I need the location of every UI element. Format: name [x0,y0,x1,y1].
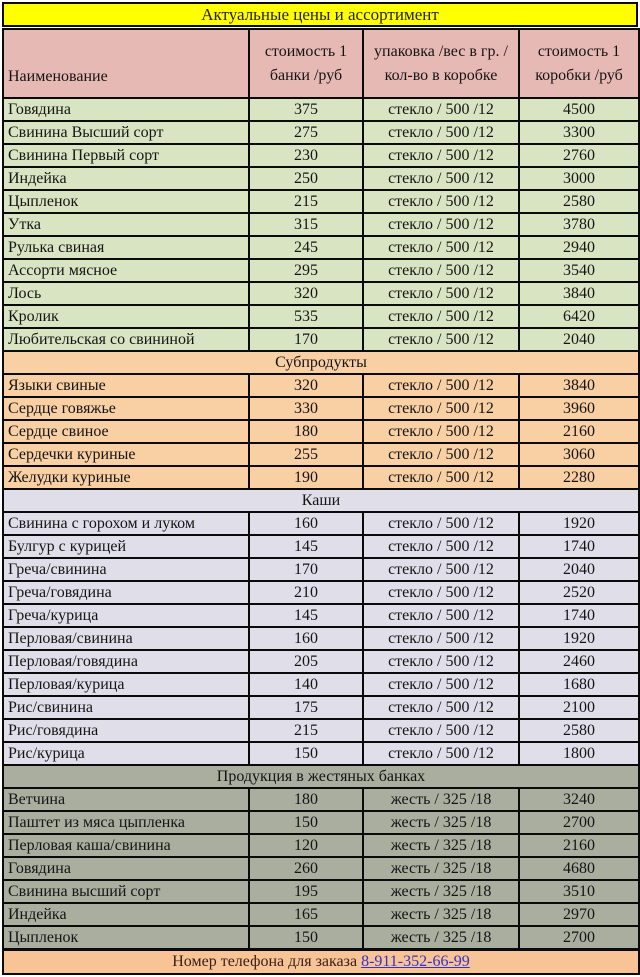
price-table [2,28,640,975]
jar-price-cell: 275 [249,121,363,144]
product-name-cell: Перловая/свинина [3,627,249,650]
phone-link[interactable]: 8-911-352-66-99 [361,953,470,970]
product-row [3,121,639,144]
jar-price-cell: 320 [249,282,363,305]
product-row [3,98,639,121]
product-name-cell: Перловая/курица [3,673,249,696]
product-name-cell: Любительская со свининой [3,328,249,351]
box-price-cell: 1740 [519,604,639,627]
box-price-cell: 2040 [519,558,639,581]
section-header-row [3,765,639,788]
box-price-cell: 2700 [519,811,639,834]
jar-price-cell: 260 [249,857,363,880]
packaging-cell: стекло / 500 /12 [363,512,519,535]
product-row [3,673,639,696]
jar-price-cell: 535 [249,305,363,328]
product-name-cell: Индейка [3,903,249,926]
box-price-cell: 3840 [519,282,639,305]
box-price-cell: 1800 [519,742,639,765]
product-row [3,604,639,627]
table-footer [3,950,639,975]
product-row [3,282,639,305]
product-row [3,696,639,719]
box-price-cell: 2520 [519,581,639,604]
column-header-jar-price: стоимость 1 банки /руб [249,29,363,98]
product-row [3,834,639,857]
column-header-packaging: упаковка /вес в гр. / кол-во в коробке [363,29,519,98]
product-row [3,144,639,167]
packaging-cell: жесть / 325 /18 [363,857,519,880]
product-row [3,328,639,351]
packaging-cell: стекло / 500 /12 [363,259,519,282]
product-name-cell: Свинина Первый сорт [3,144,249,167]
jar-price-cell: 195 [249,880,363,903]
jar-price-cell: 120 [249,834,363,857]
product-name-cell: Греча/свинина [3,558,249,581]
product-name-cell: Говядина [3,857,249,880]
product-name-cell: Ветчина [3,788,249,811]
box-price-cell: 1920 [519,627,639,650]
product-row [3,443,639,466]
packaging-cell: стекло / 500 /12 [363,627,519,650]
jar-price-cell: 140 [249,673,363,696]
product-row [3,788,639,811]
product-row [3,397,639,420]
box-price-cell: 2760 [519,144,639,167]
packaging-cell: стекло / 500 /12 [363,374,519,397]
product-row [3,535,639,558]
product-name-cell: Цыпленок [3,926,249,950]
product-name-cell: Свинина Высший сорт [3,121,249,144]
box-price-cell: 2160 [519,420,639,443]
box-price-cell: 3510 [519,880,639,903]
packaging-cell: стекло / 500 /12 [363,466,519,489]
packaging-cell: стекло / 500 /12 [363,742,519,765]
product-name-cell: Цыпленок [3,190,249,213]
product-name-cell: Сердце свиное [3,420,249,443]
column-header-name: Наименование [3,29,249,98]
product-name-cell: Перловая каша/свинина [3,834,249,857]
jar-price-cell: 150 [249,811,363,834]
product-name-cell: Рулька свиная [3,236,249,259]
product-row [3,857,639,880]
product-row [3,650,639,673]
footer-row [3,950,639,975]
packaging-cell: жесть / 325 /18 [363,788,519,811]
jar-price-cell: 210 [249,581,363,604]
product-name-cell: Сердце говяжье [3,397,249,420]
packaging-cell: жесть / 325 /18 [363,811,519,834]
product-row [3,167,639,190]
packaging-cell: стекло / 500 /12 [363,420,519,443]
section-header-row [3,489,639,512]
jar-price-cell: 150 [249,742,363,765]
jar-price-cell: 330 [249,397,363,420]
box-price-cell: 3000 [519,167,639,190]
product-row [3,236,639,259]
jar-price-cell: 215 [249,719,363,742]
product-name-cell: Говядина [3,98,249,121]
box-price-cell: 2460 [519,650,639,673]
packaging-cell: стекло / 500 /12 [363,190,519,213]
jar-price-cell: 170 [249,328,363,351]
packaging-cell: стекло / 500 /12 [363,535,519,558]
packaging-cell: стекло / 500 /12 [363,328,519,351]
jar-price-cell: 160 [249,627,363,650]
box-price-cell: 3540 [519,259,639,282]
jar-price-cell: 145 [249,535,363,558]
jar-price-cell: 175 [249,696,363,719]
packaging-cell: стекло / 500 /12 [363,443,519,466]
box-price-cell: 2970 [519,903,639,926]
product-row [3,903,639,926]
box-price-cell: 4500 [519,98,639,121]
packaging-cell: стекло / 500 /12 [363,167,519,190]
product-row [3,190,639,213]
jar-price-cell: 190 [249,466,363,489]
box-price-cell: 2100 [519,696,639,719]
product-name-cell: Ассорти мясное [3,259,249,282]
product-row [3,742,639,765]
jar-price-cell: 230 [249,144,363,167]
table-header [3,29,639,98]
jar-price-cell: 295 [249,259,363,282]
section-header-label: Продукция в жестяных банках [3,765,639,788]
jar-price-cell: 320 [249,374,363,397]
box-price-cell: 3780 [519,213,639,236]
packaging-cell: стекло / 500 /12 [363,144,519,167]
packaging-cell: стекло / 500 /12 [363,397,519,420]
product-name-cell: Кролик [3,305,249,328]
packaging-cell: стекло / 500 /12 [363,282,519,305]
box-price-cell: 3060 [519,443,639,466]
jar-price-cell: 170 [249,558,363,581]
jar-price-cell: 180 [249,420,363,443]
product-name-cell: Сердечки куриные [3,443,249,466]
product-name-cell: Свинина с горохом и луком [3,512,249,535]
product-name-cell: Языки свиные [3,374,249,397]
packaging-cell: стекло / 500 /12 [363,236,519,259]
box-price-cell: 1920 [519,512,639,535]
column-header-box-price: стоимость 1 коробки /руб [519,29,639,98]
jar-price-cell: 215 [249,190,363,213]
product-name-cell: Свинина высший сорт [3,880,249,903]
packaging-cell: стекло / 500 /12 [363,650,519,673]
product-row [3,259,639,282]
packaging-cell: стекло / 500 /12 [363,604,519,627]
box-price-cell: 2160 [519,834,639,857]
jar-price-cell: 150 [249,926,363,950]
jar-price-cell: 165 [249,903,363,926]
product-row [3,512,639,535]
page-title: Актуальные цены и ассортимент [2,2,638,27]
jar-price-cell: 205 [249,650,363,673]
product-name-cell: Желудки куриные [3,466,249,489]
packaging-cell: стекло / 500 /12 [363,98,519,121]
product-row [3,213,639,236]
product-row [3,466,639,489]
product-name-cell: Утка [3,213,249,236]
packaging-cell: стекло / 500 /12 [363,719,519,742]
footer-label: Номер телефона для заказа [172,953,358,970]
product-row [3,627,639,650]
box-price-cell: 2700 [519,926,639,950]
product-name-cell: Греча/курица [3,604,249,627]
jar-price-cell: 180 [249,788,363,811]
packaging-cell: жесть / 325 /18 [363,926,519,950]
jar-price-cell: 245 [249,236,363,259]
product-name-cell: Греча/говядина [3,581,249,604]
jar-price-cell: 160 [249,512,363,535]
section-header-row [3,351,639,374]
box-price-cell: 2940 [519,236,639,259]
product-name-cell: Рис/свинина [3,696,249,719]
packaging-cell: стекло / 500 /12 [363,673,519,696]
jar-price-cell: 145 [249,604,363,627]
section-header-label: Каши [3,489,639,512]
product-name-cell: Паштет из мяса цыпленка [3,811,249,834]
packaging-cell: стекло / 500 /12 [363,558,519,581]
box-price-cell: 3240 [519,788,639,811]
packaging-cell: стекло / 500 /12 [363,121,519,144]
product-name-cell: Рис/говядина [3,719,249,742]
product-row [3,374,639,397]
product-row [3,811,639,834]
box-price-cell: 3840 [519,374,639,397]
product-row [3,880,639,903]
jar-price-cell: 255 [249,443,363,466]
product-row [3,420,639,443]
packaging-cell: жесть / 325 /18 [363,834,519,857]
box-price-cell: 1740 [519,535,639,558]
packaging-cell: стекло / 500 /12 [363,581,519,604]
product-name-cell: Булгур с курицей [3,535,249,558]
jar-price-cell: 375 [249,98,363,121]
product-name-cell: Индейка [3,167,249,190]
footer-cell [3,950,639,975]
product-name-cell: Лось [3,282,249,305]
product-row [3,305,639,328]
product-name-cell: Перловая/говядина [3,650,249,673]
packaging-cell: стекло / 500 /12 [363,305,519,328]
packaging-cell: жесть / 325 /18 [363,903,519,926]
box-price-cell: 2280 [519,466,639,489]
product-row [3,581,639,604]
packaging-cell: жесть / 325 /18 [363,880,519,903]
box-price-cell: 2040 [519,328,639,351]
product-row [3,926,639,950]
box-price-cell: 3300 [519,121,639,144]
box-price-cell: 1680 [519,673,639,696]
product-row [3,719,639,742]
box-price-cell: 2580 [519,719,639,742]
product-name-cell: Рис/курица [3,742,249,765]
box-price-cell: 2580 [519,190,639,213]
box-price-cell: 3960 [519,397,639,420]
section-header-label: Субпродукты [3,351,639,374]
box-price-cell: 4680 [519,857,639,880]
packaging-cell: стекло / 500 /12 [363,213,519,236]
jar-price-cell: 250 [249,167,363,190]
product-row [3,558,639,581]
table-body [3,98,639,950]
box-price-cell: 6420 [519,305,639,328]
header-row [3,29,639,98]
packaging-cell: стекло / 500 /12 [363,696,519,719]
jar-price-cell: 315 [249,213,363,236]
